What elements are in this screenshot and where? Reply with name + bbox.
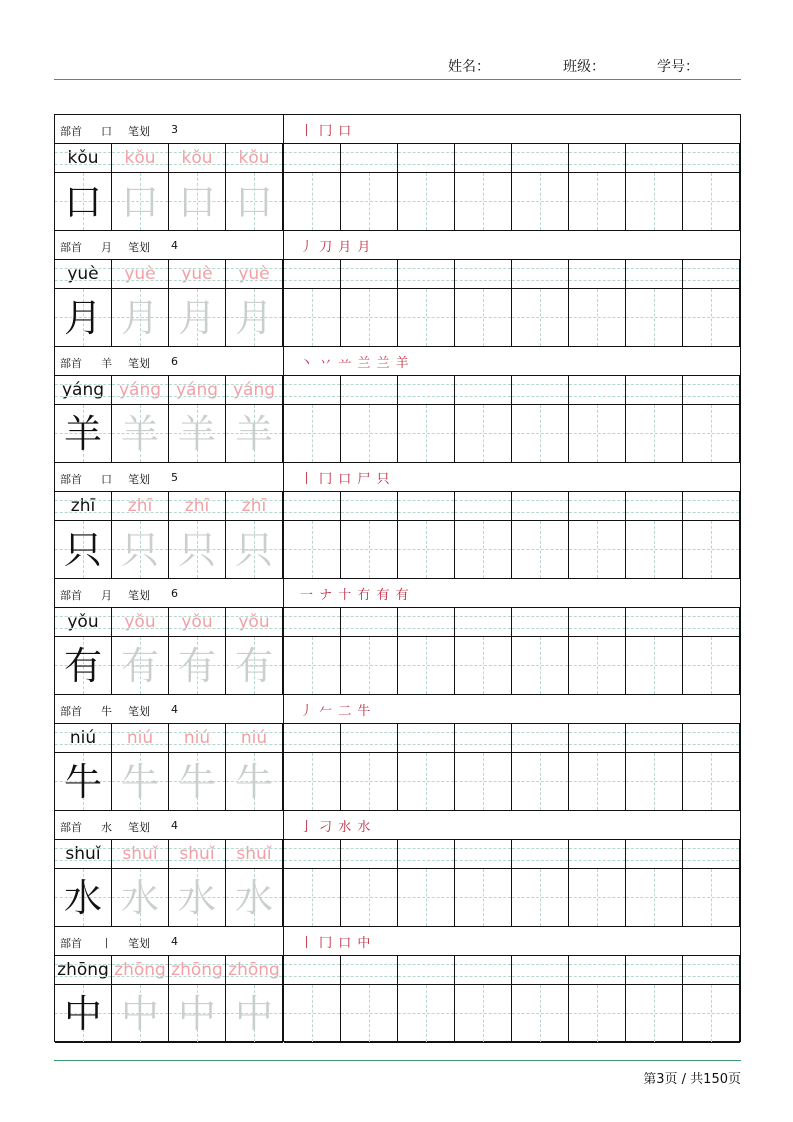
character-practice-cell[interactable]: [398, 985, 455, 1043]
character-info: [55, 695, 284, 724]
character-glyph: 羊: [120, 412, 159, 456]
character-practice-cell[interactable]: [341, 405, 398, 463]
pinyin-trace: yuè: [112, 260, 169, 289]
character-practice-cell[interactable]: [284, 289, 341, 347]
pinyin-practice-cell[interactable]: [398, 724, 455, 753]
stroke-order: 亅 刁 水 水: [284, 811, 740, 840]
character-trace: [226, 405, 283, 463]
character-practice-cell[interactable]: [455, 869, 512, 927]
character-trace: [112, 521, 169, 579]
character-glyph: 月: [234, 296, 273, 340]
radical-label: 部首: [60, 125, 82, 138]
character-glyph: 月: [120, 296, 159, 340]
character-glyph: 只: [234, 528, 273, 572]
pinyin-practice-cell[interactable]: [569, 724, 626, 753]
character-glyph: 口: [177, 180, 216, 224]
character-practice-cell[interactable]: [512, 289, 569, 347]
pinyin-practice-cell[interactable]: [455, 260, 512, 289]
character-glyph: 有: [177, 644, 216, 688]
character-practice-cell[interactable]: [284, 985, 341, 1043]
pinyin-trace: yáng: [169, 376, 226, 405]
character-practice-cell[interactable]: [626, 985, 683, 1043]
pinyin-practice-cell[interactable]: [341, 840, 398, 869]
character-glyph: 有: [120, 644, 159, 688]
pinyin-practice-cell[interactable]: [398, 608, 455, 637]
character-model: [55, 173, 112, 231]
character-glyph: 羊: [234, 412, 273, 456]
character-practice-cell[interactable]: [341, 869, 398, 927]
character-glyph: 有: [234, 644, 273, 688]
pinyin-trace: zhī: [112, 492, 169, 521]
strokes-value: 4: [171, 935, 178, 948]
character-practice-cell[interactable]: [455, 985, 512, 1043]
pinyin-practice-cell[interactable]: [284, 840, 341, 869]
character-practice-cell[interactable]: [455, 637, 512, 695]
pinyin-practice-cell[interactable]: [626, 260, 683, 289]
character-model: [55, 405, 112, 463]
radical-value: 口: [101, 473, 112, 486]
pinyin-trace: yǒu: [226, 608, 283, 637]
character-practice-cell[interactable]: [455, 753, 512, 811]
pinyin-practice-cell[interactable]: [683, 956, 740, 985]
character-model: [55, 521, 112, 579]
name-label: 姓名：: [448, 59, 490, 75]
pinyin-trace: kǒu: [226, 144, 283, 173]
character-practice-cell[interactable]: [683, 753, 740, 811]
pinyin-practice-cell[interactable]: [284, 724, 341, 753]
pinyin-practice-cell[interactable]: [626, 144, 683, 173]
pinyin-practice-cell[interactable]: [512, 492, 569, 521]
character-trace: [112, 869, 169, 927]
character-practice-cell[interactable]: [683, 405, 740, 463]
pinyin-practice-cell[interactable]: [341, 376, 398, 405]
pinyin-model: yǒu: [55, 608, 112, 637]
pinyin-practice-cell[interactable]: [398, 144, 455, 173]
character-glyph: 羊: [177, 412, 216, 456]
character-glyph: 月: [63, 296, 102, 340]
pinyin-practice-cell[interactable]: [455, 376, 512, 405]
pinyin-practice-cell[interactable]: [683, 840, 740, 869]
pinyin-trace: zhī: [226, 492, 283, 521]
character-practice-cell[interactable]: [626, 753, 683, 811]
pinyin-practice-cell[interactable]: [341, 144, 398, 173]
pinyin-trace: zhōng: [226, 956, 283, 985]
radical-value: 丨: [101, 937, 112, 950]
pinyin-practice-cell[interactable]: [683, 724, 740, 753]
character-model: [55, 985, 112, 1043]
pinyin-practice-cell[interactable]: [398, 260, 455, 289]
character-practice-cell[interactable]: [569, 869, 626, 927]
pinyin-practice-cell[interactable]: [455, 956, 512, 985]
pinyin-practice-cell[interactable]: [683, 492, 740, 521]
strokes-label: 笔划: [128, 589, 150, 602]
radical-value: 月: [101, 241, 112, 254]
character-practice-cell[interactable]: [569, 637, 626, 695]
header-divider: [54, 79, 741, 80]
character-trace: [169, 637, 226, 695]
pinyin-practice-cell[interactable]: [512, 260, 569, 289]
radical-value: 羊: [101, 357, 112, 370]
character-trace: [226, 521, 283, 579]
character-practice-cell[interactable]: [455, 173, 512, 231]
pinyin-practice-cell[interactable]: [569, 608, 626, 637]
character-practice-cell[interactable]: [341, 289, 398, 347]
pinyin-practice-cell[interactable]: [512, 144, 569, 173]
character-practice-cell[interactable]: [398, 637, 455, 695]
pinyin-practice-cell[interactable]: [626, 840, 683, 869]
pinyin-practice-cell[interactable]: [683, 376, 740, 405]
radical-label: 部首: [60, 357, 82, 370]
character-glyph: 口: [63, 180, 102, 224]
character-block: [55, 695, 740, 811]
character-info: [55, 231, 284, 260]
pinyin-practice-cell[interactable]: [284, 144, 341, 173]
character-practice-cell[interactable]: [284, 753, 341, 811]
pinyin-practice-cell[interactable]: [455, 608, 512, 637]
character-glyph: 牛: [63, 760, 102, 804]
pinyin-practice-cell[interactable]: [398, 492, 455, 521]
practice-sheet: [54, 114, 741, 1042]
character-practice-cell[interactable]: [569, 405, 626, 463]
character-trace: [169, 289, 226, 347]
strokes-value: 4: [171, 239, 178, 252]
character-glyph: 月: [177, 296, 216, 340]
pinyin-practice-cell[interactable]: [569, 260, 626, 289]
stroke-order: 丨 冂 口 中: [284, 927, 740, 956]
character-practice-cell[interactable]: [683, 173, 740, 231]
character-practice-cell[interactable]: [398, 753, 455, 811]
pinyin-trace: niú: [169, 724, 226, 753]
pinyin-practice-cell[interactable]: [455, 724, 512, 753]
character-practice-cell[interactable]: [512, 985, 569, 1043]
character-info: [55, 463, 284, 492]
pinyin-model: yáng: [55, 376, 112, 405]
pinyin-practice-cell[interactable]: [455, 492, 512, 521]
character-model: [55, 637, 112, 695]
character-trace: [169, 869, 226, 927]
pinyin-trace: yǒu: [112, 608, 169, 637]
character-trace: [112, 753, 169, 811]
pinyin-trace: niú: [226, 724, 283, 753]
character-practice-cell[interactable]: [455, 289, 512, 347]
character-glyph: 中: [120, 992, 159, 1036]
character-info: [55, 347, 284, 376]
character-practice-cell[interactable]: [512, 521, 569, 579]
character-model: [55, 289, 112, 347]
character-glyph: 口: [234, 180, 273, 224]
pinyin-practice-cell[interactable]: [683, 608, 740, 637]
pinyin-trace: yuè: [169, 260, 226, 289]
character-glyph: 只: [177, 528, 216, 572]
strokes-value: 5: [171, 471, 178, 484]
character-practice-cell[interactable]: [512, 753, 569, 811]
strokes-value: 3: [171, 123, 178, 136]
character-trace: [226, 869, 283, 927]
strokes-label: 笔划: [128, 937, 150, 950]
character-practice-cell[interactable]: [626, 637, 683, 695]
character-glyph: 羊: [63, 412, 102, 456]
pinyin-trace: zhī: [169, 492, 226, 521]
pinyin-practice-cell[interactable]: [341, 956, 398, 985]
pinyin-practice-cell[interactable]: [569, 492, 626, 521]
pinyin-practice-cell[interactable]: [512, 956, 569, 985]
pinyin-trace: shuǐ: [226, 840, 283, 869]
pinyin-practice-cell[interactable]: [626, 724, 683, 753]
character-practice-cell[interactable]: [569, 173, 626, 231]
pinyin-trace: yáng: [112, 376, 169, 405]
pinyin-practice-cell[interactable]: [398, 840, 455, 869]
character-glyph: 中: [177, 992, 216, 1036]
character-block: [55, 115, 740, 231]
character-practice-cell[interactable]: [512, 869, 569, 927]
character-practice-cell[interactable]: [455, 521, 512, 579]
character-glyph: 有: [63, 644, 102, 688]
character-practice-cell[interactable]: [626, 289, 683, 347]
radical-label: 部首: [60, 241, 82, 254]
pinyin-model: zhī: [55, 492, 112, 521]
pinyin-model: niú: [55, 724, 112, 753]
pinyin-trace: yǒu: [169, 608, 226, 637]
pinyin-trace: yuè: [226, 260, 283, 289]
character-model: [55, 753, 112, 811]
character-trace: [226, 637, 283, 695]
pinyin-practice-cell[interactable]: [569, 956, 626, 985]
pinyin-practice-cell[interactable]: [569, 144, 626, 173]
character-block: [55, 463, 740, 579]
pinyin-trace: zhōng: [112, 956, 169, 985]
pinyin-trace: niú: [112, 724, 169, 753]
radical-value: 口: [101, 125, 112, 138]
character-info: [55, 811, 284, 840]
pinyin-practice-cell[interactable]: [455, 840, 512, 869]
strokes-label: 笔划: [128, 125, 150, 138]
strokes-value: 4: [171, 703, 178, 716]
pinyin-practice-cell[interactable]: [341, 724, 398, 753]
character-practice-cell[interactable]: [398, 521, 455, 579]
character-glyph: 牛: [177, 760, 216, 804]
stroke-order: 丨 冂 口: [284, 115, 740, 144]
character-trace: [112, 173, 169, 231]
stroke-order: 一 ナ 十 冇 有 有: [284, 579, 740, 608]
pinyin-practice-cell[interactable]: [569, 376, 626, 405]
character-glyph: 只: [120, 528, 159, 572]
pinyin-practice-cell[interactable]: [284, 260, 341, 289]
character-trace: [226, 173, 283, 231]
character-practice-cell[interactable]: [512, 405, 569, 463]
character-glyph: 牛: [120, 760, 159, 804]
pinyin-practice-cell[interactable]: [626, 376, 683, 405]
radical-label: 部首: [60, 589, 82, 602]
character-practice-cell[interactable]: [626, 405, 683, 463]
character-block: [55, 579, 740, 695]
character-block: [55, 927, 740, 1043]
character-practice-cell[interactable]: [284, 173, 341, 231]
pinyin-practice-cell[interactable]: [512, 376, 569, 405]
character-info: [55, 579, 284, 608]
character-block: [55, 231, 740, 347]
pinyin-practice-cell[interactable]: [626, 608, 683, 637]
pinyin-practice-cell[interactable]: [341, 260, 398, 289]
character-practice-cell[interactable]: [626, 173, 683, 231]
character-practice-cell[interactable]: [683, 637, 740, 695]
character-block: [55, 811, 740, 927]
character-practice-cell[interactable]: [683, 521, 740, 579]
character-trace: [112, 405, 169, 463]
character-practice-cell[interactable]: [284, 521, 341, 579]
radical-label: 部首: [60, 821, 82, 834]
pinyin-practice-cell[interactable]: [512, 840, 569, 869]
pinyin-trace: shuǐ: [112, 840, 169, 869]
class-label: 班级：: [563, 59, 605, 75]
character-glyph: 中: [63, 992, 102, 1036]
character-practice-cell[interactable]: [398, 173, 455, 231]
character-trace: [226, 985, 283, 1043]
pinyin-trace: yáng: [226, 376, 283, 405]
character-trace: [112, 289, 169, 347]
character-practice-cell[interactable]: [284, 405, 341, 463]
character-practice-cell[interactable]: [626, 869, 683, 927]
character-glyph: 牛: [234, 760, 273, 804]
character-practice-cell[interactable]: [569, 521, 626, 579]
character-trace: [169, 405, 226, 463]
character-practice-cell[interactable]: [398, 289, 455, 347]
pinyin-trace: kǒu: [169, 144, 226, 173]
pinyin-practice-cell[interactable]: [569, 840, 626, 869]
character-glyph: 水: [63, 876, 102, 920]
pinyin-practice-cell[interactable]: [683, 260, 740, 289]
pinyin-practice-cell[interactable]: [683, 144, 740, 173]
strokes-value: 6: [171, 355, 178, 368]
character-practice-cell[interactable]: [284, 637, 341, 695]
pinyin-practice-cell[interactable]: [341, 492, 398, 521]
strokes-label: 笔划: [128, 357, 150, 370]
pinyin-model: zhōng: [55, 956, 112, 985]
strokes-value: 4: [171, 819, 178, 832]
page-indicator: 第3页 / 共150页: [643, 1072, 741, 1087]
radical-label: 部首: [60, 705, 82, 718]
character-trace: [169, 753, 226, 811]
character-practice-cell[interactable]: [683, 985, 740, 1043]
character-practice-cell[interactable]: [626, 521, 683, 579]
pinyin-practice-cell[interactable]: [455, 144, 512, 173]
pinyin-trace: zhōng: [169, 956, 226, 985]
character-trace: [169, 985, 226, 1043]
character-practice-cell[interactable]: [569, 985, 626, 1043]
character-glyph: 只: [63, 528, 102, 572]
character-practice-cell[interactable]: [398, 869, 455, 927]
character-practice-cell[interactable]: [512, 637, 569, 695]
strokes-label: 笔划: [128, 705, 150, 718]
character-practice-cell[interactable]: [455, 405, 512, 463]
pinyin-practice-cell[interactable]: [512, 724, 569, 753]
pinyin-practice-cell[interactable]: [398, 376, 455, 405]
pinyin-practice-cell[interactable]: [512, 608, 569, 637]
character-practice-cell[interactable]: [341, 521, 398, 579]
character-practice-cell[interactable]: [284, 869, 341, 927]
character-glyph: 口: [120, 180, 159, 224]
column-separator: [283, 115, 284, 1041]
character-practice-cell[interactable]: [683, 289, 740, 347]
radical-label: 部首: [60, 473, 82, 486]
pinyin-trace: shuǐ: [169, 840, 226, 869]
pinyin-practice-cell[interactable]: [284, 956, 341, 985]
pinyin-model: yuè: [55, 260, 112, 289]
character-trace: [169, 173, 226, 231]
character-trace: [169, 521, 226, 579]
character-practice-cell[interactable]: [341, 173, 398, 231]
student-id-label: 学号：: [657, 59, 699, 75]
character-practice-cell[interactable]: [569, 753, 626, 811]
character-practice-cell[interactable]: [683, 869, 740, 927]
character-trace: [112, 637, 169, 695]
character-glyph: 水: [120, 876, 159, 920]
pinyin-practice-cell[interactable]: [341, 608, 398, 637]
stroke-order: 丨 冂 口 尸 只: [284, 463, 740, 492]
character-model: [55, 869, 112, 927]
character-practice-cell[interactable]: [512, 173, 569, 231]
pinyin-model: kǒu: [55, 144, 112, 173]
radical-label: 部首: [60, 937, 82, 950]
pinyin-practice-cell[interactable]: [398, 956, 455, 985]
footer-divider: [54, 1060, 741, 1061]
strokes-value: 6: [171, 587, 178, 600]
pinyin-practice-cell[interactable]: [284, 492, 341, 521]
strokes-label: 笔划: [128, 241, 150, 254]
strokes-label: 笔划: [128, 821, 150, 834]
pinyin-practice-cell[interactable]: [284, 608, 341, 637]
character-info: [55, 927, 284, 956]
stroke-order: 丶 丷 䒑 兰 兰 羊: [284, 347, 740, 376]
radical-value: 牛: [101, 705, 112, 718]
character-info: [55, 115, 284, 144]
character-glyph: 中: [234, 992, 273, 1036]
strokes-label: 笔划: [128, 473, 150, 486]
character-practice-cell[interactable]: [341, 637, 398, 695]
character-glyph: 水: [177, 876, 216, 920]
character-practice-cell[interactable]: [341, 753, 398, 811]
pinyin-practice-cell[interactable]: [626, 956, 683, 985]
character-practice-cell[interactable]: [341, 985, 398, 1043]
pinyin-practice-cell[interactable]: [626, 492, 683, 521]
pinyin-trace: kǒu: [112, 144, 169, 173]
character-glyph: 水: [234, 876, 273, 920]
stroke-order: 丿 𠂉 二 牛: [284, 695, 740, 724]
pinyin-model: shuǐ: [55, 840, 112, 869]
pinyin-practice-cell[interactable]: [284, 376, 341, 405]
radical-value: 水: [101, 821, 112, 834]
character-trace: [226, 753, 283, 811]
character-practice-cell[interactable]: [398, 405, 455, 463]
character-trace: [226, 289, 283, 347]
radical-value: 月: [101, 589, 112, 602]
character-trace: [112, 985, 169, 1043]
character-practice-cell[interactable]: [569, 289, 626, 347]
stroke-order: 丿 刀 月 月: [284, 231, 740, 260]
character-block: [55, 347, 740, 463]
